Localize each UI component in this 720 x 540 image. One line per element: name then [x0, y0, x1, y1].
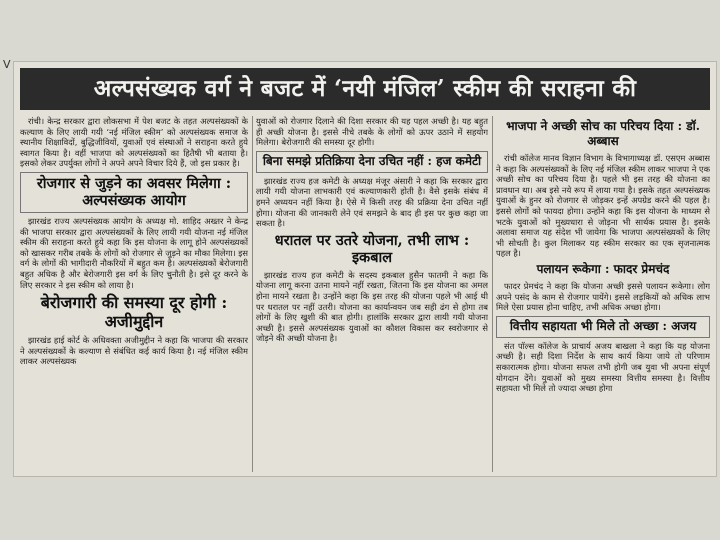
paragraph-minority-commission: झारखंड राज्य अल्पसंख्यक आयोग के अध्यक्ष मो. शाहिद अख्तर ने केन्द्र की भाजपा सरकार द्वारा अल्पसंख्यकों के लिए लायी गयी योजना नई मंजिल स्कीम की सराहना करते हुये कहा कि इस योजना के लागू होने अल्पसंख्यकों को खासकर गरीब तबके के लोगों को रोजगार से जुड़ने का मौका मिलेगा। इस वर्ग के लोगों की भागीदारी नौकरियों में बहुत कम है। अल्पसंख्यकों बेरोजगारी बहुत अधिक है और बेरोजगारी इस वर्ग के लिए चुनौती है। इसे दूर करने के लिए सरकार ने इस स्कीम को लाया है।	[20, 215, 248, 290]
subheading-azimuddin: बेरोजगारी की समस्या दूर होगी : अजीमुद्दीन	[40, 293, 228, 332]
subheading-ajay: वित्तीय सहायता भी मिले तो अच्छा : अजय	[496, 316, 710, 338]
newspaper-clipping	[14, 62, 716, 476]
subheading-father-premchand: पलायन रूकेगा : फादर प्रेमचंद	[536, 261, 670, 276]
paragraph-continued: युवाओं को रोजगार दिलाने की दिशा सरकार की यह पहल अच्छी है। यह बहुत ही अच्छी योजना है। इससे नीचे तबके के लोगों को ऊपर उठाने में सहयोग मिलेगा। बेरोजगारी की समस्या दूर होगी।	[256, 116, 488, 148]
subheading-minority-commission: रोजगार से जुड़ने का अवसर मिलेगा : अल्पसंख्यक आयोग	[20, 172, 248, 213]
paragraph-dr-abbas: रांची कॉलेज मानव विज्ञान विभाग के विभागाध्यक्ष डॉ. एसएम अब्बास ने कहा कि अल्पसंख्यकों के लिए नई मंजिल स्कीम लाकर भाजपा ने एक अच्छी सोच का परिचय दिया है। पहले भी इस तरह की योजना का प्रावधान था। अब इसे नये रूप में लाया गया है। इसके तहत अल्पसंख्यक युवाओं के हुनर को रोजगार से जोड़कर इन्हें अपग्रेड करने की पहल है। इससे लोगों को फायदा होगा। उन्होंने कहा कि इस योजना के माध्यम से भटके युवाओं को मुख्यधारा से जोड़ना भी सार्थक प्रयास है। इसके अलावा समाज यह संदेश भी जायेगा कि भाजपा अल्पसंख्यकों के लिए भी सोचती है। कुल मिलाकर यह स्कीम सरकार का एक सृजनात्मक पहल है।	[496, 153, 710, 259]
column-rule	[492, 116, 493, 472]
subheading-haj-committee: बिना समझे प्रतिक्रिया देना उचित नहीं : हज कमेटी	[256, 151, 488, 173]
column-2	[256, 116, 488, 472]
column-3	[496, 116, 710, 472]
margin-mark: V	[3, 58, 11, 71]
intro-paragraph: रांची। केन्द्र सरकार द्वारा लोकसभा में पेश बजट के तहत अल्पसंख्यकों के कल्याण के लिए लायी गयी ‘नई मंजिल स्कीम’ को अल्पसंख्यक समाज के स्थानीय शिक्षाविदों, बुद्धिजीवियों, युवाओं एवं संस्थाओं ने सराहना करते हुये स्वागत किया है। वहीं भाजपा को अल्पसंख्यकों का हितैषी भी बताया है। इसको लेकर उपर्युक्त लोगों ने अपने अपने विचार दिये हैं, जो इस प्रकार है।	[20, 116, 248, 169]
column-1	[20, 116, 248, 472]
column-rule	[252, 116, 253, 472]
subheading-iqbal: धरातल पर उतरे योजना, तभी लाभ : इकबाल	[274, 231, 470, 266]
headline: अल्पसंख्यक वर्ग ने बजट में ‘नयी मंजिल’ स्कीम की सराहना की	[20, 68, 710, 110]
subheading-dr-abbas: भाजपा ने अच्छी सोच का परिचय दिया : डॉ. अब्बास	[506, 119, 700, 148]
article-columns	[20, 116, 710, 472]
paragraph-ajay: संत पॉल्स कॉलेज के प्राचार्य अजय बाखला ने कहा कि यह योजना अच्छी है। सही दिशा निर्देश के साथ कार्य किया जाये तो परिणाम सकारात्मक होगा। योजना सफल तभी होगी जब युवा भी अपना संपूर्ण योगदान देंगे। युवाओं को मुख्य समस्या वित्तीय समस्या है। वित्तीय सहायता भी मिले तो ज्यादा अच्छा होगा	[496, 340, 710, 394]
paragraph-haj-committee: झारखंड राज्य हज कमेटी के अध्यक्ष मंजूर अंसारी ने कहा कि सरकार द्वारा लायी गयी योजना लाभकारी एवं कल्याणकारी होती है। वैसे इसके संबंध में हमने अध्ययन नहीं किया है। ऐसे में किसी तरह की प्रक्रिया देना उचित नहीं होगा। योजना की जानकारी लेने एवं समझने के बाद ही इस पर कुछ कहा जा सकता है।	[256, 175, 488, 229]
paragraph-iqbal: झारखंड राज्य हज कमेटी के सदस्य इकबाल हुसैन फातमी ने कहा कि योजना लागू करना उतना मायने नहीं रखता, जितना कि इस योजना का अमल होना मायने रखता है। उन्होंने कहा कि इस तरह की योजना पहले भी आई थी पर धरातल पर नहीं उतरी। योजना का कार्यान्वयन जब सही ढंग से होगा तब लोगों के लिए खुशी की बात होगी। हालांकि सरकार द्वारा लायी गयी योजना अच्छी है। इससे अल्पसंख्यक युवाओं का कौशल विकास कर स्वरोजगार से जोड़ने की अच्छी योजना है।	[256, 269, 488, 344]
paragraph-father-premchand: फादर प्रेमचंद ने कहा कि योजना अच्छी इससे पलायन रूकेगा। लोग अपने पसंद के काम से रोजगार पायेंगे। इससे लड़कियों को अधिक लाभ मिले ऐसा प्रयास होना चाहिए, तभी अधिक अच्छा होगा।	[496, 280, 710, 313]
paragraph-azimuddin: झारखंड हाई कोर्ट के अधिवक्ता अजीमुद्दीन ने कहा कि भाजपा की सरकार ने अल्पसंख्यकों के कल्याण से संबंधित कई कार्य किया है। नई मंजिल स्कीम लाकर अल्पसंख्यक	[20, 335, 248, 367]
